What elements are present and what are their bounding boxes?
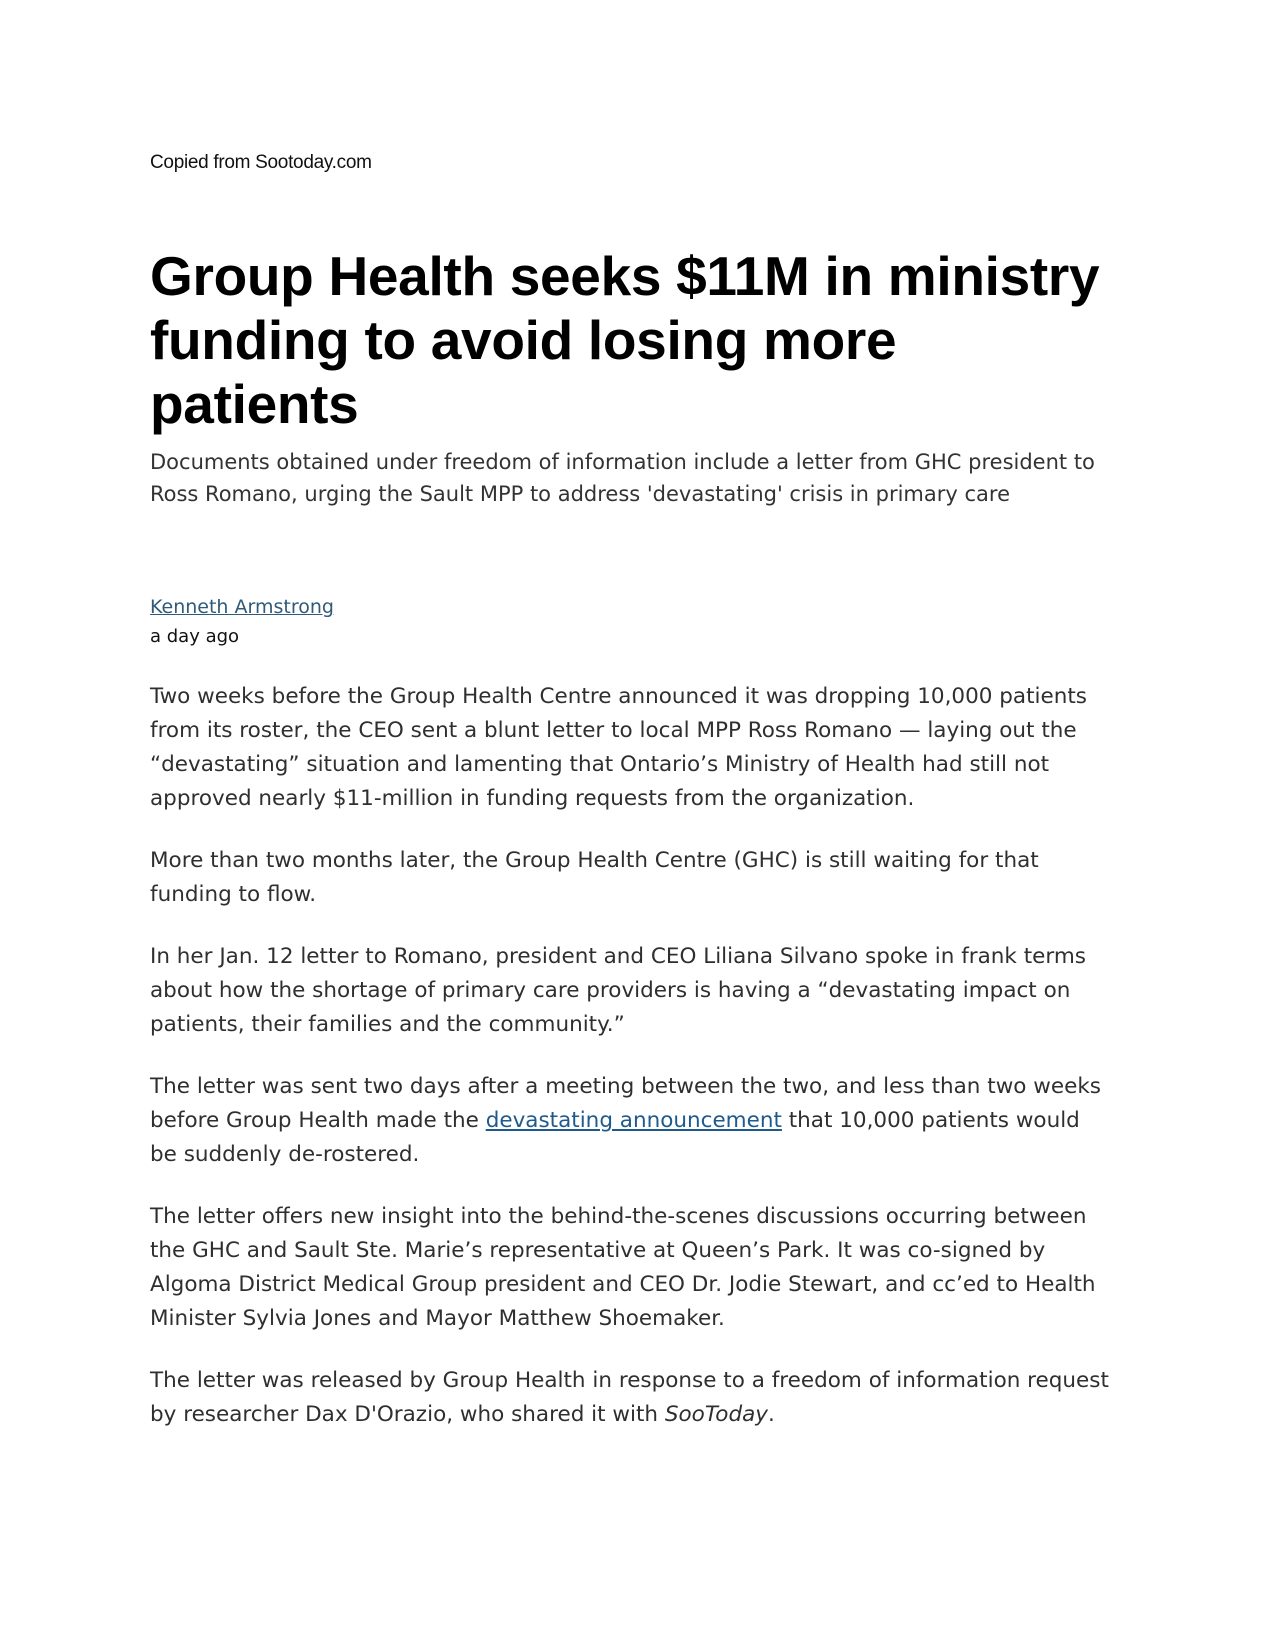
publication-name: SooToday	[664, 1402, 768, 1427]
paragraph-6-text-end: .	[768, 1402, 775, 1427]
article-subheading: Documents obtained under freedom of information include a letter from GHC president to Ross Romano, urging the Sault MPP to address 'devastating' crisis in primary care	[150, 450, 1095, 506]
paragraph-2: More than two months later, the Group Health Centre (GHC) is still waiting for that funding to flow.	[150, 848, 1039, 907]
announcement-link[interactable]: devastating announcement	[485, 1108, 782, 1133]
paragraph-4	[150, 1070, 1110, 1172]
article-body	[150, 680, 1110, 1460]
paragraph-1: Two weeks before the Group Health Centre announced it was dropping 10,000 patients from its roster, the CEO sent a blunt letter to local MPP Ross Romano — laying out the “devastating” situation and lamenting that Ontario’s Ministry of Health had still not approved nearly $11-million in funding requests from the organization.	[150, 684, 1087, 811]
article-headline: Group Health seeks $11M in ministry funding to avoid losing more patients	[150, 245, 1100, 435]
paragraph-6-text-start: The letter was released by Group Health in response to a freedom of information request by researcher Dax D'Orazio, who shared it with	[150, 1368, 1109, 1427]
byline	[150, 592, 334, 652]
publish-date: a day ago	[150, 626, 240, 647]
paragraph-4-text-end: that 10,000 patients would be suddenly de-rostered.	[150, 1108, 1080, 1167]
paragraph-5: The letter offers new insight into the behind-the-scenes discussions occurring between the GHC and Sault Ste. Marie’s representative at Queen’s Park. It was co-signed by Algoma District Medical Group president and CEO Dr. Jodie Stewart, and cc’ed to Health Minister Sylvia Jones and Mayor Matthew Shoemaker.	[150, 1204, 1096, 1331]
paragraph-4-text-start: The letter was sent two days after a meeting between the two, and less than two weeks before Group Health made the	[150, 1074, 1101, 1133]
paragraph-3: In her Jan. 12 letter to Romano, president and CEO Liliana Silvano spoke in frank terms about how the shortage of primary care providers is having a “devastating impact on patients, their families and the community.”	[150, 944, 1086, 1037]
source-note: Copied from Sootoday.com	[150, 152, 372, 173]
author-link[interactable]: Kenneth Armstrong	[150, 596, 334, 618]
paragraph-6	[150, 1364, 1110, 1432]
